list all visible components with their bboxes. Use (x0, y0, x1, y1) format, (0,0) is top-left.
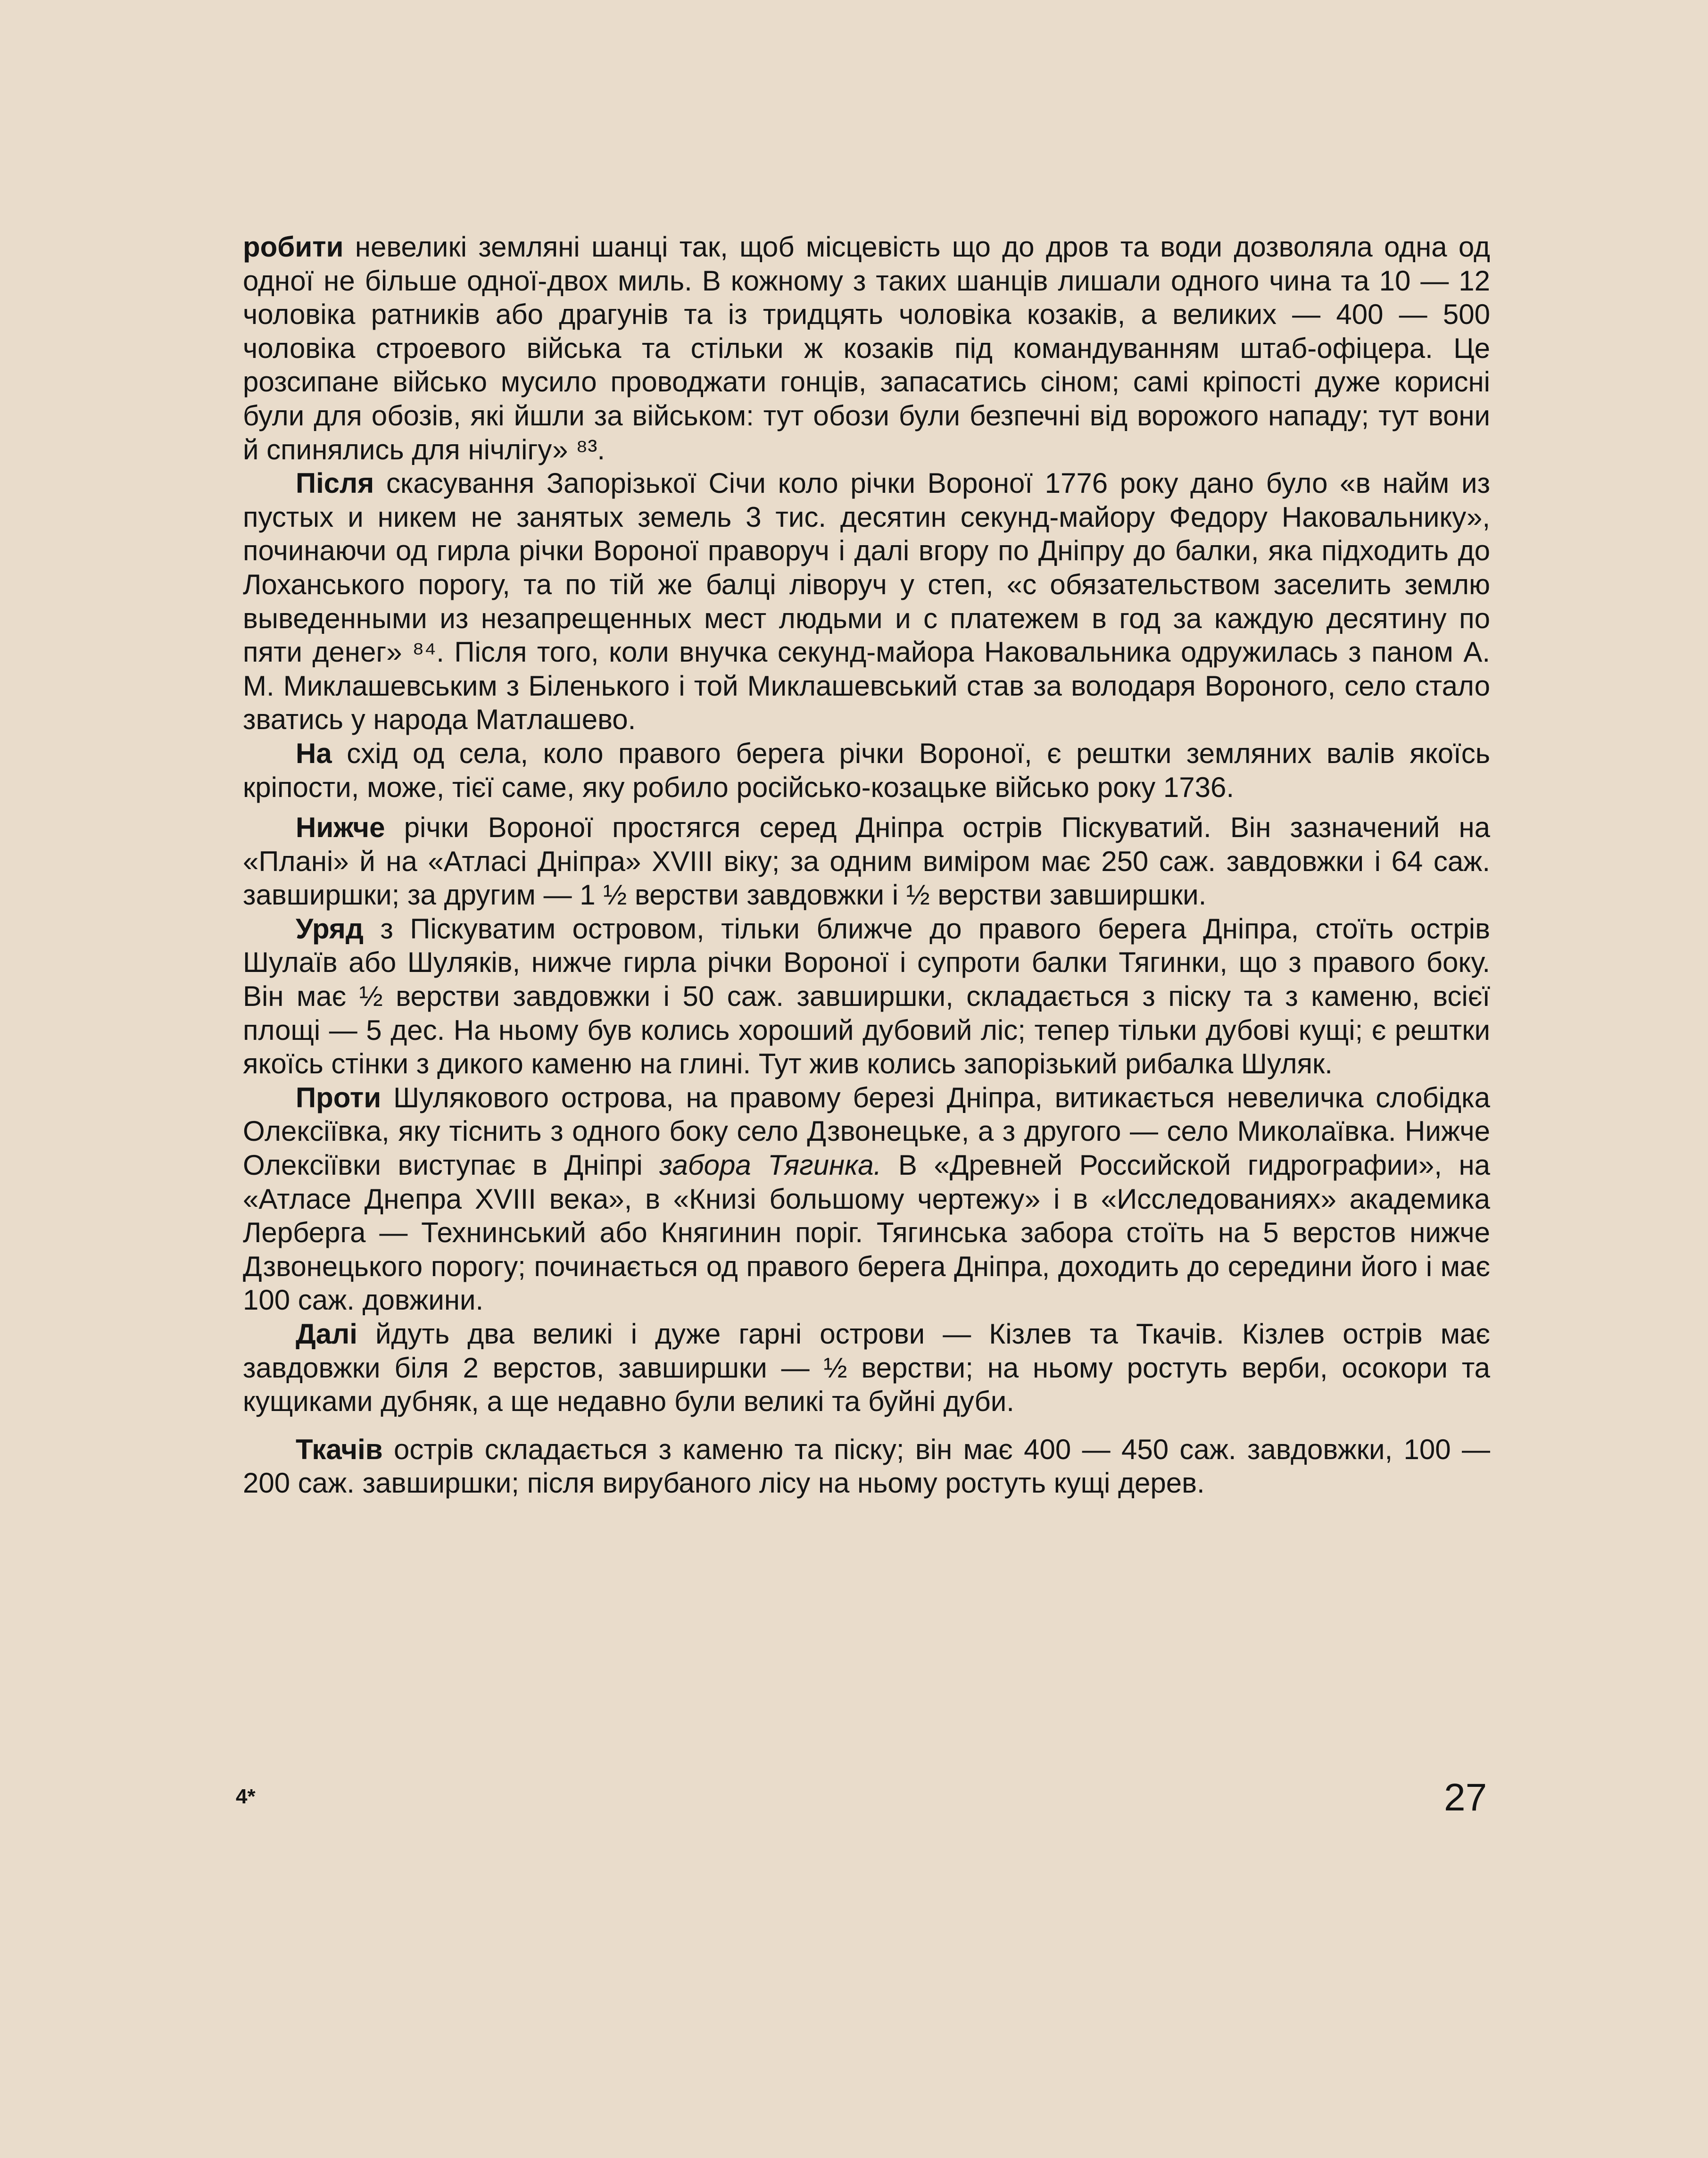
paragraph-3-lead: На (296, 737, 332, 769)
paragraph-5-text: з Піскуватим островом, тільки ближче до правого берега Дніпра, стоїть острів Шулаїв або Шуляків, нижче гирла річки Вороної і супроти балки Тягинки, що з правого боку. Він має ½ верстви завдовжки і 50 саж. завширшки, складається з піску та з каменю, всієї площі — 5 дес. На ньому був колись хороший дубовий ліс; тепер тільки дубові кущі; є рештки якоїсь стінки з дикого каменю на глині. Тут жив колись запорізький рибалка Шуляк. (243, 913, 1490, 1080)
paragraph-1 (243, 230, 1490, 466)
paragraph-5 (243, 912, 1490, 1081)
paragraph-8-text: острів складається з каменю та піску; він має 400 — 450 саж. завдовжки, 100 — 200 саж. завширшки; після вирубаного лісу на ньому ростуть кущі дерев. (243, 1433, 1490, 1499)
body-text (243, 230, 1490, 1500)
paragraph-2 (243, 466, 1490, 737)
paragraph-7-text: йдуть два великі і дуже гарні острови — Кізлев та Ткачів. Кізлев острів має завдовжки біля 2 верстов, завширшки — ½ верстви; на ньому ростуть верби, осокори та кущиками дубняк, а ще недавно були великі та буйні дуби. (243, 1318, 1490, 1418)
paragraph-1-text: невеликі земляні шанці так, щоб місцевість що до дров та води дозволяла одна од одної не більше одної-двох миль. В кожному з таких шанців лишали одного чина та 10 — 12 чоловіка ратників або драгунів та із тридцять чоловіка козаків, а великих — 400 — 500 чоловіка строевого війська та стільки ж козаків під командуванням штаб-офіцера. Це розсипане військо мусило проводжати гонців, запасатись сіном; самі кріпості дуже корисні були для обозів, які йшли за військом: тут обози були безпечні від ворожого нападу; тут вони й спинялись для нічлігу» ⁸³. (243, 231, 1490, 465)
paragraph-5-lead: Уряд (296, 913, 364, 945)
page-number: 27 (1444, 1776, 1487, 1819)
paragraph-7-lead: Далі (296, 1318, 357, 1350)
paragraph-6-lead: Проти (296, 1081, 381, 1113)
paragraph-6-italic: забора Тягинка. (659, 1149, 882, 1181)
paragraph-8 (243, 1433, 1490, 1500)
paragraph-4 (243, 811, 1490, 912)
paragraph-3-text: схід од села, коло правого берега річки Вороної, є рештки земляних валів якоїсь кріпости, може, тієї саме, яку робило російсько-козацьке військо року 1736. (243, 737, 1490, 803)
paragraph-4-text: річки Вороної простягся серед Дніпра острів Піскуватий. Він зазначений на «Плані» й на «Атласі Дніпра» XVIII віку; за одним виміром має 250 саж. завдовжки і 64 саж. завширшки; за другим — 1 ½ верстви завдовжки і ½ верстви завширшки. (243, 812, 1490, 911)
paragraph-6-text-2: В «Древней Российской гидрографии», на «Атласе Днепра XVIII века», в «Книзі большому чертежу» і в «Исследованиях» академика Лерберга — Технинський або Княгинин поріг. Тягинська забора стоїть на 5 верстов нижче Дзвонецького порогу; починається од правого берега Дніпра, доходить до середини його і має 100 саж. довжини. (243, 1149, 1491, 1316)
paragraph-8-lead: Ткачів (296, 1433, 383, 1465)
paragraph-3 (243, 737, 1490, 804)
paragraph-6-text: Шулякового острова, на правому березі Дніпра, витикається невеличка слобідка Олексіївка, яку тіснить з одного боку село Дзвонецьке, а з другого — село Миколаївка. Нижче Олексіївки виступає в Дніпрі (243, 1081, 1490, 1181)
paragraph-2-text: скасування Запорізької Січи коло річки Вороної 1776 року дано було «в найм из пустых и никем не занятых земель 3 тис. десятин секунд-майору Федору Наковальнику», починаючи од гирла річки Вороної праворуч і далі вгору по Дніпру до балки, яка підходить до Лоханського порогу, та по тій же балці ліворуч у степ, «с обязательством заселить землю выведенными из незапрещенных мест людьми и с платежем в год за каждую десятину по пяти денег» ⁸⁴. Після того, коли внучка секунд-майора Наковальника одружилась з паном А. М. Миклашевським з Біленького і той Миклашевський став за володаря Вороного, село стало зватись у народа Матлашево. (243, 467, 1490, 736)
paragraph-2-lead: Після (296, 467, 374, 499)
paragraph-7 (243, 1317, 1490, 1419)
paragraph-6 (243, 1081, 1490, 1317)
paragraph-1-lead: робити (243, 231, 344, 263)
signature-mark: 4* (236, 1785, 256, 1808)
paragraph-4-lead: Нижче (296, 812, 385, 844)
